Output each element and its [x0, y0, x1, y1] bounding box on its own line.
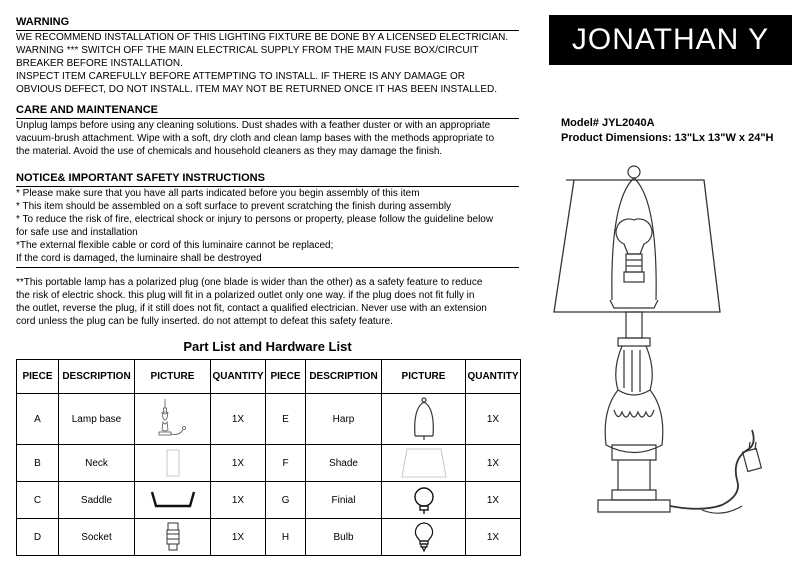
care-line: vacuum-brush attachment. Wipe with a soft, dry cloth and clean lamp bases with the methods appropriate to — [16, 133, 495, 144]
model-info — [561, 116, 773, 146]
notice-line: * Please make sure that you have all parts indicated before you begin assembly of this item — [16, 188, 420, 199]
notice-line: If the cord is damaged, the luminaire shall be destroyed — [16, 253, 262, 264]
product-dimensions: Product Dimensions: 13"Lx 13"W x 24"H — [561, 132, 774, 144]
notice-line: * To reduce the risk of fire, electrical shock or injury to persons or property, please follow the guideline below — [16, 214, 494, 225]
piece-cell: F — [266, 445, 306, 482]
lamp-base-icon — [135, 394, 211, 445]
plug-line: the risk of electric shock. this plug will fit in a polarized outlet only one way. if the plug does not fit fully in — [16, 290, 475, 301]
quantity-cell: 1X — [466, 519, 521, 556]
shade-icon — [382, 445, 466, 482]
description-cell: Lamp base — [59, 394, 135, 445]
column-header: PIECE — [17, 360, 59, 394]
notice-line: for safe use and installation — [16, 227, 138, 238]
warning-line: WARNING *** SWITCH OFF THE MAIN ELECTRICAL SUPPLY FROM THE MAIN FUSE BOX/CIRCUIT — [16, 45, 479, 56]
table-row — [17, 519, 521, 556]
warning-line: WE RECOMMEND INSTALLATION OF THIS LIGHTING FIXTURE BE DONE BY A LICENSED ELECTRICIAN. — [16, 32, 509, 43]
warning-section — [16, 16, 519, 96]
saddle-icon — [135, 482, 211, 519]
description-cell: Bulb — [306, 519, 382, 556]
care-title: CARE AND MAINTENANCE — [16, 104, 519, 119]
plug-line: cord unless the plug can be fully inserted. do not attempt to defeat this safety feature. — [16, 316, 393, 327]
description-cell: Neck — [59, 445, 135, 482]
column-header: PICTURE — [382, 360, 466, 394]
column-header: DESCRIPTION — [306, 360, 382, 394]
piece-cell: C — [17, 482, 59, 519]
finial-icon — [382, 482, 466, 519]
quantity-cell: 1X — [211, 519, 266, 556]
description-cell: Saddle — [59, 482, 135, 519]
piece-cell: G — [266, 482, 306, 519]
neck-icon — [135, 445, 211, 482]
care-line: Unplug lamps before using any cleaning solutions. Dust shades with a feather duster or with an appropriate — [16, 120, 491, 131]
quantity-cell: 1X — [211, 482, 266, 519]
description-cell: Harp — [306, 394, 382, 445]
table-row — [17, 482, 521, 519]
quantity-cell: 1X — [211, 394, 266, 445]
table-header-row — [17, 360, 521, 394]
description-cell: Socket — [59, 519, 135, 556]
piece-cell: D — [17, 519, 59, 556]
notice-section — [16, 172, 519, 268]
quantity-cell: 1X — [466, 394, 521, 445]
warning-line: OBVIOUS DEFECT, DO NOT INSTALL. ITEM MAY NOT BE RETURNED ONCE IT HAS BEEN INSTALLED. — [16, 84, 498, 95]
warning-line: BREAKER BEFORE INSTALLATION. — [16, 58, 183, 69]
description-cell: Finial — [306, 482, 382, 519]
piece-cell: B — [17, 445, 59, 482]
column-header: QUANTITY — [211, 360, 266, 394]
warning-line: INSPECT ITEM CAREFULLY BEFORE ATTEMPTING TO INSTALL. IF THERE IS ANY DAMAGE OR — [16, 71, 465, 82]
column-header: PICTURE — [135, 360, 211, 394]
plug-section — [16, 276, 519, 328]
plug-line: **This portable lamp has a polarized plug (one blade is wider than the other) as a safety feature to reduce — [16, 277, 483, 288]
quantity-cell: 1X — [466, 445, 521, 482]
parts-table — [16, 359, 521, 556]
column-header: QUANTITY — [466, 360, 521, 394]
care-section — [16, 104, 519, 158]
piece-cell: E — [266, 394, 306, 445]
notice-line: * This item should be assembled on a soft surface to prevent scratching the finish during assembly — [16, 201, 452, 212]
harp-icon — [382, 394, 466, 445]
bulb-icon — [382, 519, 466, 556]
notice-line: *The external flexible cable or cord of this luminaire cannot be replaced; — [16, 240, 334, 251]
quantity-cell: 1X — [211, 445, 266, 482]
model-number: Model# JYL2040A — [561, 117, 655, 129]
plug-line: the outlet, reverse the plug, if it still does not fit, contact a qualified electrician. Never use with an extension — [16, 303, 487, 314]
care-line: the material. Avoid the use of chemicals and household cleaners as they may damage the finish. — [16, 146, 443, 157]
lamp-illustration — [552, 160, 772, 522]
quantity-cell: 1X — [466, 482, 521, 519]
warning-title: WARNING — [16, 16, 519, 31]
socket-icon — [135, 519, 211, 556]
table-row — [17, 445, 521, 482]
description-cell: Shade — [306, 445, 382, 482]
parts-title: Part List and Hardware List — [183, 339, 352, 354]
column-header: DESCRIPTION — [59, 360, 135, 394]
column-header: PIECE — [266, 360, 306, 394]
piece-cell: A — [17, 394, 59, 445]
brand-logo: JONATHAN Y — [549, 15, 792, 65]
table-row — [17, 394, 521, 445]
piece-cell: H — [266, 519, 306, 556]
notice-title: NOTICE& IMPORTANT SAFETY INSTRUCTIONS — [16, 172, 519, 187]
